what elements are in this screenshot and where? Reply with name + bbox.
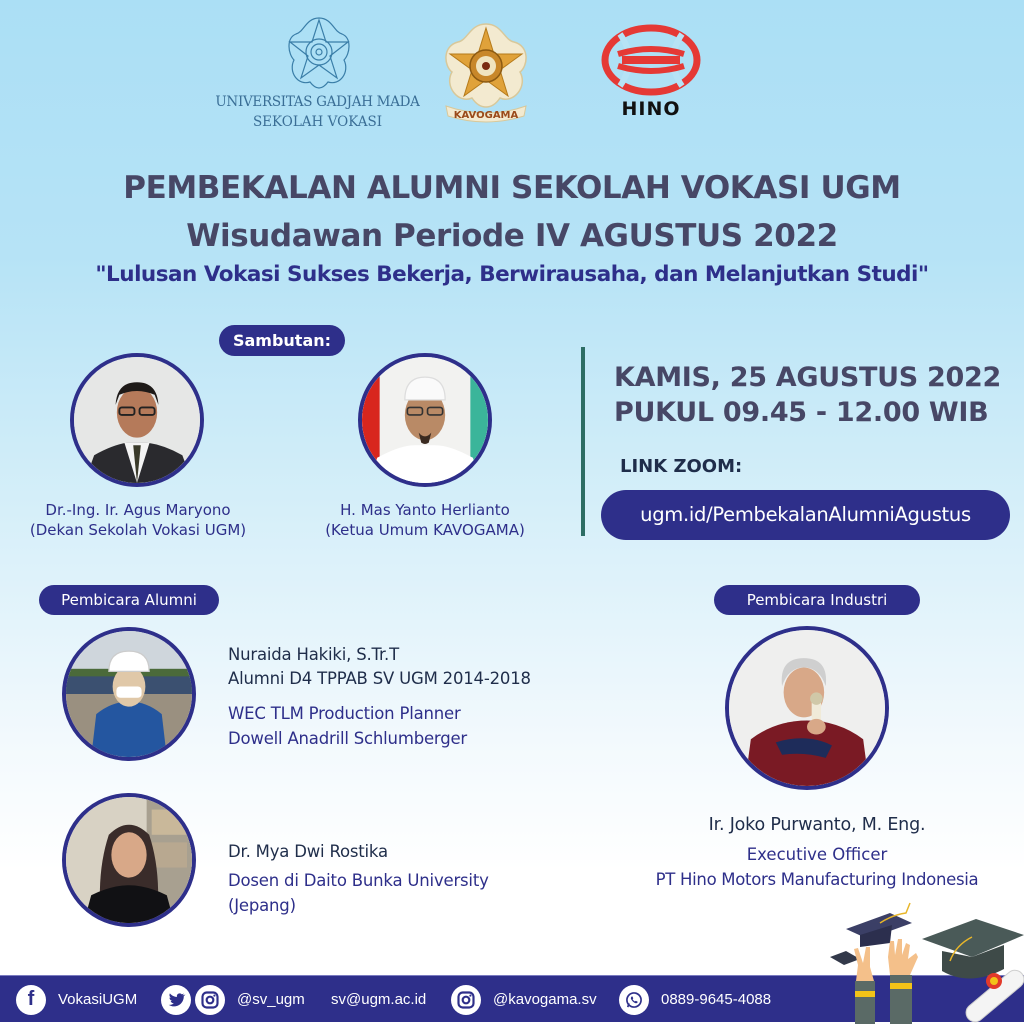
avatar-joko-purwanto bbox=[725, 626, 889, 790]
page-title: PEMBEKALAN ALUMNI SEKOLAH VOKASI UGM bbox=[123, 170, 901, 206]
whatsapp-icon bbox=[619, 985, 649, 1015]
ugm-name-line1: UNIVERSITAS GADJAH MADA bbox=[215, 94, 420, 110]
instagram-handle-kavogama: @kavogama.sv bbox=[493, 991, 597, 1008]
zoom-link-button[interactable]: ugm.id/PembekalanAlumniAgustus bbox=[601, 490, 1010, 540]
industry-speaker-title: Executive Officer bbox=[746, 845, 888, 864]
alumni-speaker-name: Dr. Mya Dwi Rostika bbox=[228, 842, 388, 861]
alumni-speaker-country: (Jepang) bbox=[228, 896, 296, 915]
alumni-speaker-cohort: Alumni D4 TPPAB SV UGM 2014-2018 bbox=[228, 669, 531, 688]
facebook-icon: f bbox=[16, 985, 46, 1015]
instagram-icon bbox=[195, 985, 225, 1015]
speaker-role: (Dekan Sekolah Vokasi UGM) bbox=[29, 521, 247, 539]
industry-speaker-badge: Pembicara Industri bbox=[714, 585, 920, 615]
alumni-speaker-role: Dosen di Daito Bunka University bbox=[228, 871, 489, 890]
avatar-mas-yanto bbox=[358, 353, 492, 487]
hino-logo-icon bbox=[598, 24, 704, 96]
alumni-speaker-role: WEC TLM Production Planner bbox=[228, 704, 461, 723]
hino-logo bbox=[598, 24, 704, 120]
speaker-name: H. Mas Yanto Herlianto bbox=[340, 501, 510, 519]
industry-speaker-name: Ir. Joko Purwanto, M. Eng. bbox=[708, 815, 926, 835]
alumni-speakers-badge: Pembicara Alumni bbox=[39, 585, 219, 615]
hino-wordmark: HINO bbox=[621, 98, 681, 120]
page-subtitle: Wisudawan Periode IV AGUSTUS 2022 bbox=[186, 218, 838, 254]
instagram-icon bbox=[451, 985, 481, 1015]
speaker-name: Dr.-Ing. Ir. Agus Maryono bbox=[45, 501, 231, 519]
kavogama-emblem-icon bbox=[436, 20, 536, 126]
accent-divider bbox=[581, 347, 585, 536]
footer-facebook[interactable] bbox=[16, 976, 137, 1023]
footer-whatsapp[interactable] bbox=[619, 976, 771, 1023]
email-address: sv@ugm.ac.id bbox=[331, 991, 427, 1008]
avatar-mya-dwi-rostika bbox=[62, 793, 196, 927]
sambutan-badge: Sambutan: bbox=[219, 325, 345, 356]
speaker-caption-agus bbox=[0, 500, 276, 540]
facebook-handle: VokasiUGM bbox=[58, 991, 138, 1008]
speaker-caption-mas-yanto bbox=[290, 500, 560, 540]
event-date: KAMIS, 25 AGUSTUS 2022 bbox=[614, 362, 1001, 393]
kavogama-logo bbox=[436, 20, 536, 126]
twitter-icon bbox=[161, 985, 191, 1015]
industry-speaker-company: PT Hino Motors Manufacturing Indonesia bbox=[655, 870, 979, 889]
whatsapp-number: 0889-9645-4088 bbox=[661, 991, 772, 1008]
footer-instagram-kavogama[interactable] bbox=[451, 976, 597, 1023]
alumni-speaker-company: Dowell Anadrill Schlumberger bbox=[228, 729, 468, 748]
ugm-logo bbox=[210, 14, 425, 134]
ugm-emblem-icon bbox=[284, 14, 354, 94]
alumni-speaker-name: Nuraida Hakiki, S.Tr.T bbox=[228, 645, 399, 664]
avatar-agus-maryono bbox=[70, 353, 204, 487]
speaker-role: (Ketua Umum KAVOGAMA) bbox=[325, 521, 525, 539]
footer-instagram-sv[interactable] bbox=[195, 976, 305, 1023]
footer-email[interactable] bbox=[331, 976, 426, 1023]
graduation-illustration bbox=[810, 895, 1024, 1024]
tagline: "Lulusan Vokasi Sukses Bekerja, Berwirausaha, dan Melanjutkan Studi" bbox=[95, 262, 929, 287]
event-time: PUKUL 09.45 - 12.00 WIB bbox=[614, 397, 989, 428]
instagram-handle-sv: @sv_ugm bbox=[237, 991, 305, 1008]
footer-twitter[interactable] bbox=[161, 976, 191, 1023]
ugm-name-line2: SEKOLAH VOKASI bbox=[252, 114, 383, 130]
svg-text:KAVOGAMA: KAVOGAMA bbox=[453, 110, 519, 121]
zoom-link-label: LINK ZOOM: bbox=[620, 456, 743, 477]
avatar-nuraida-hakiki bbox=[62, 627, 196, 761]
